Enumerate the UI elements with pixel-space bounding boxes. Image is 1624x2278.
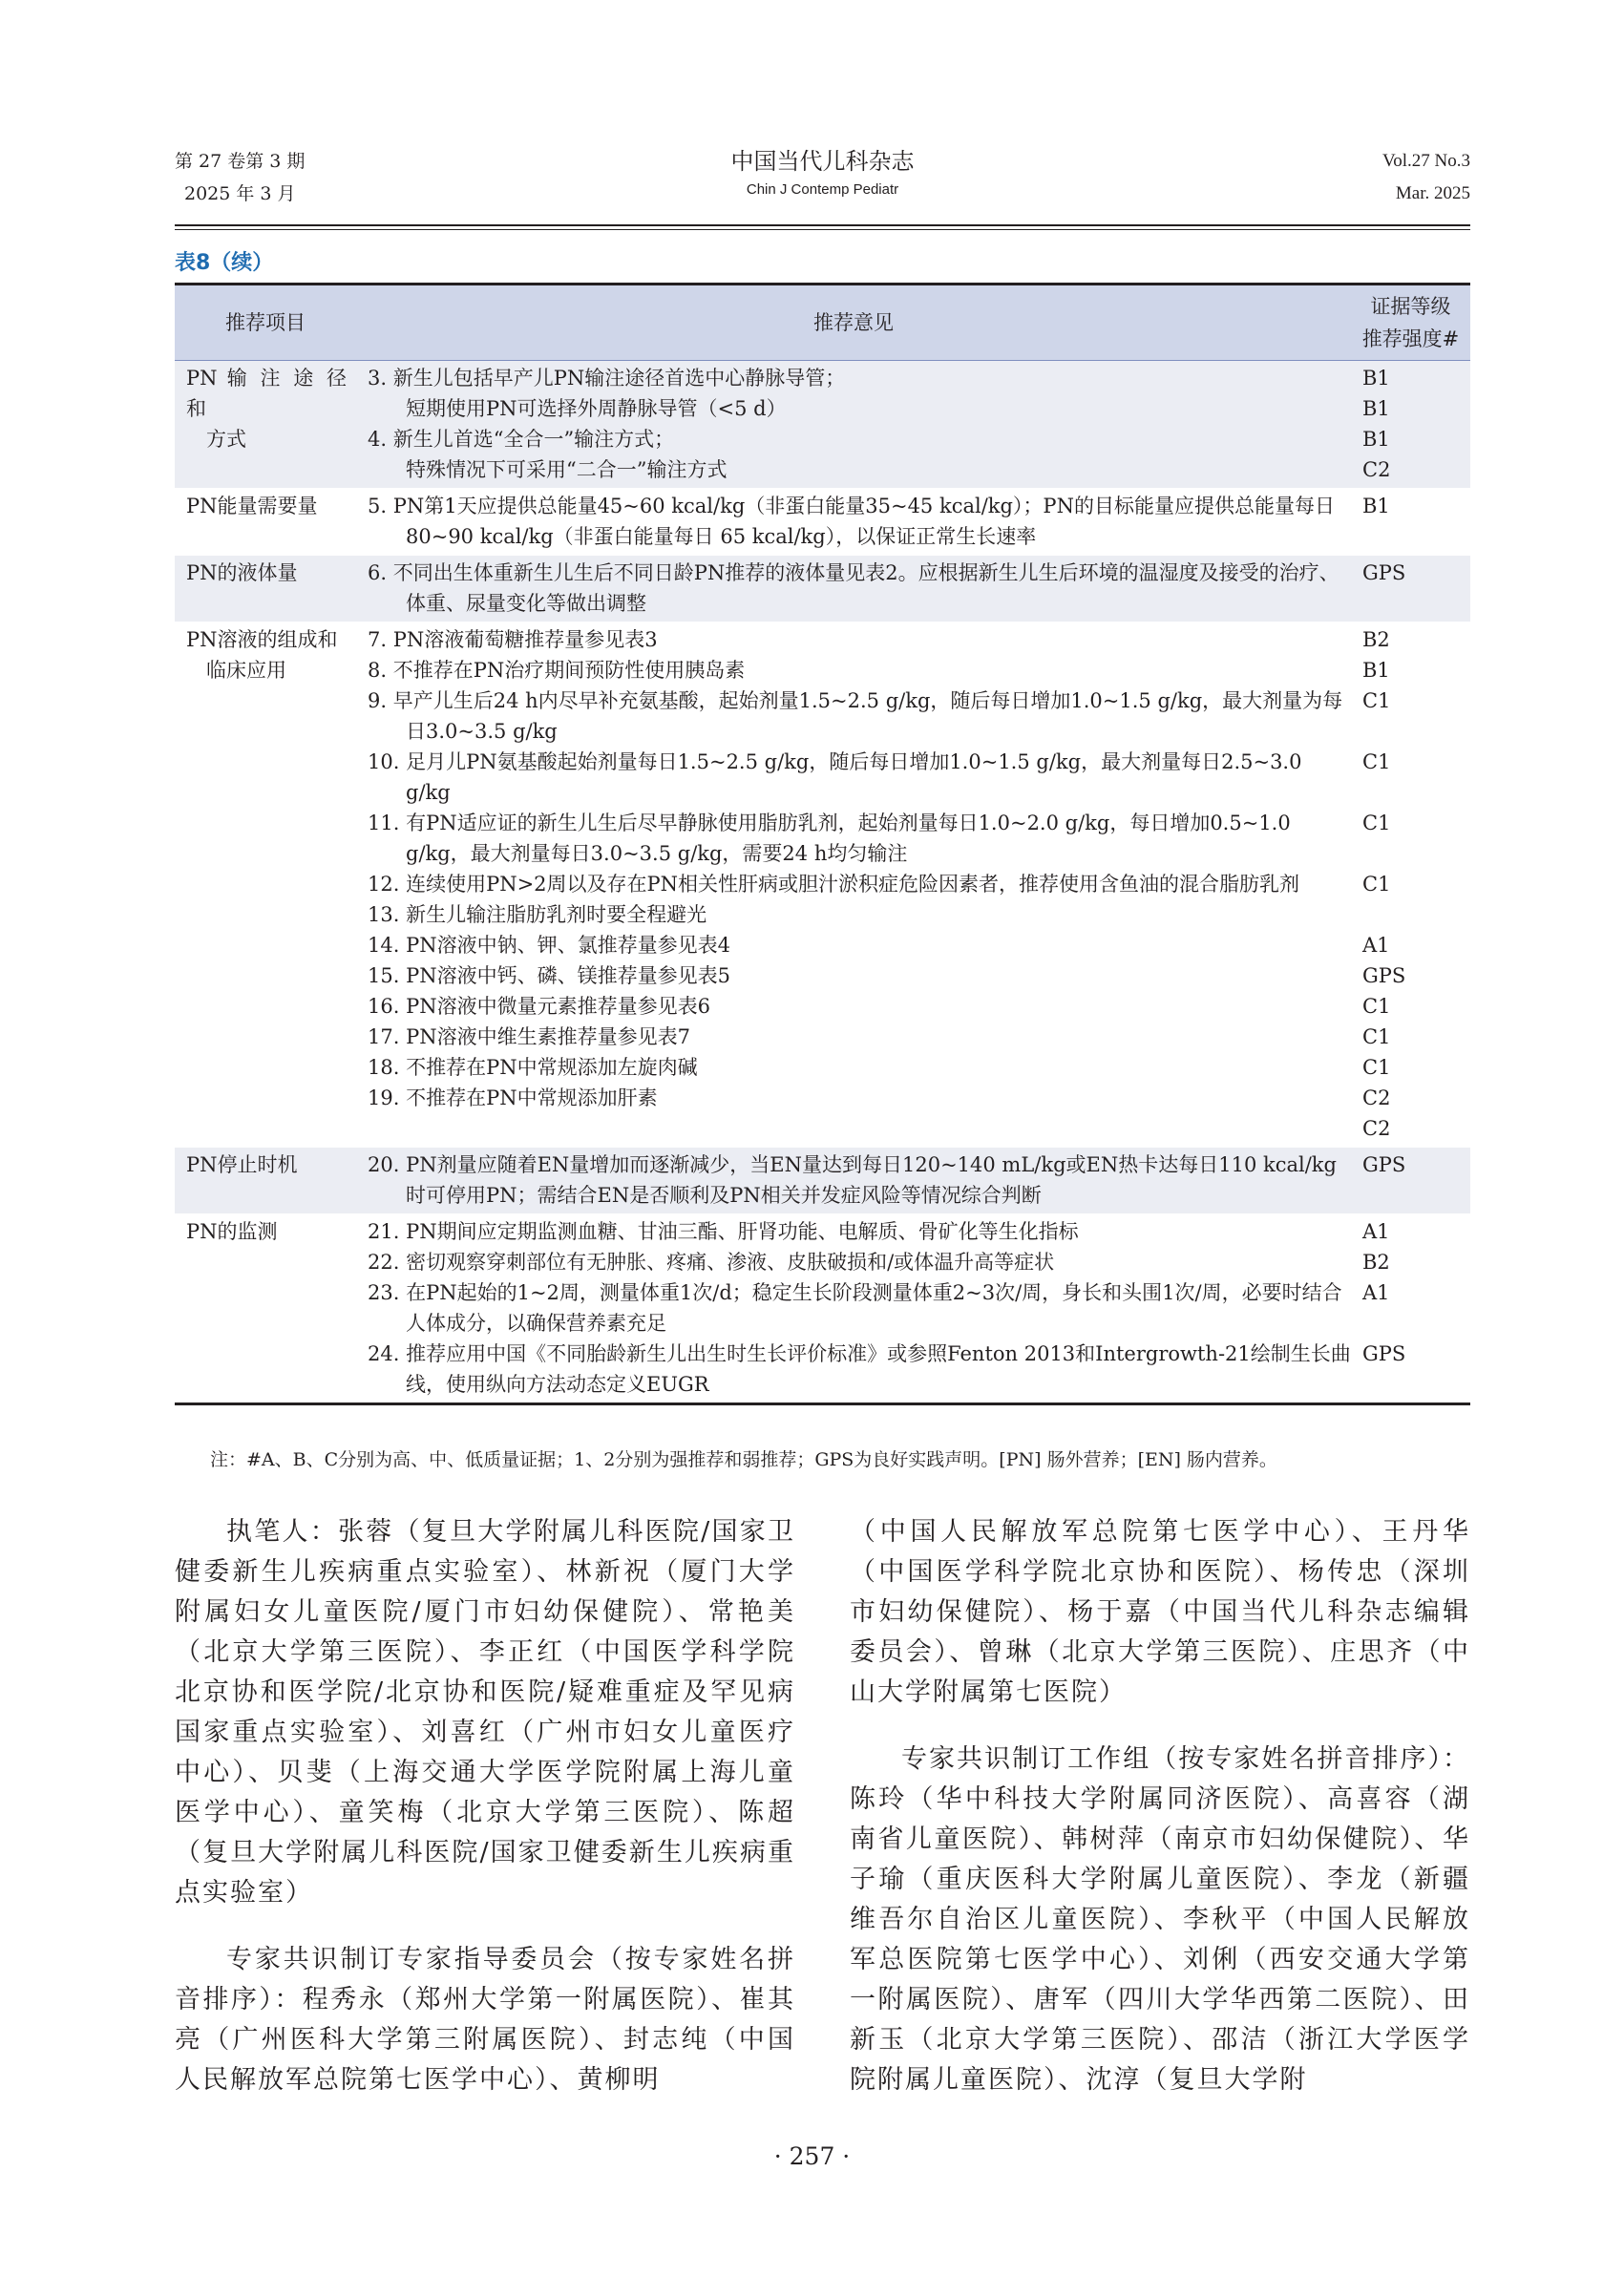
row-item-name xyxy=(175,361,356,489)
table-row xyxy=(175,1148,1470,1214)
opinion-text: 10. 足月儿PN氨基酸起始剂量每日1.5~2.5 g/kg，随后每日增加1.0~1.5 g/kg，最大剂量每日2.5~3.0 g/kg xyxy=(368,750,1302,804)
grade: A1 xyxy=(1362,934,1390,957)
grade: B1 xyxy=(1362,495,1390,517)
row-item-name xyxy=(175,1214,356,1404)
opinion-text: 6. 不同出生体重新生儿生后不同日龄PN推荐的液体量见表2。应根据新生儿生后环境的温湿度及接受的治疗、体重、尿量变化等做出调整 xyxy=(368,561,1339,615)
opinion-text: 13. 新生儿输注脂肪乳剂时要全程避光 xyxy=(368,903,707,926)
opinion-text: 5. PN第1天应提供总能量45~60 kcal/kg（非蛋白能量35~45 kcal/kg）；PN的目标能量应提供总能量每日 80~90 kcal/kg（非蛋白能量每日 65 kcal/kg），以保证正常生长速率 xyxy=(368,495,1335,548)
table-row xyxy=(175,556,1470,622)
item-name-line: PN的监测 xyxy=(186,1220,278,1243)
header-grade-line1: 证据等级 xyxy=(1370,295,1451,318)
body-column-right xyxy=(850,1512,1470,2127)
row-opinions xyxy=(356,1214,1351,1404)
table-row xyxy=(175,1214,1470,1404)
row-opinions xyxy=(356,622,1351,1148)
running-header xyxy=(175,145,1470,223)
grade: B1 xyxy=(1362,428,1390,451)
opinion-text: 16. PN溶液中微量元素推荐量参见表6 xyxy=(368,995,710,1018)
grade: C2 xyxy=(1362,458,1391,481)
row-grades xyxy=(1351,361,1470,489)
body-paragraph: 执笔人：张蓉（复旦大学附属儿科医院/国家卫健委新生儿疾病重点实验室）、林新祝（厦门大学附属妇女儿童医院/厦门市妇幼保健院）、常艳美（北京大学第三医院）、李正红（中国医学科学院北京协和医学院/北京协和医院/疑难重症及罕见病国家重点实验室）、刘喜红（广州市妇女儿童医疗中心）、贝斐（上海交通大学医学院附属上海儿童医学中心）、童笑梅（北京大学第三医院）、陈超（复旦大学附属儿科医院/国家卫健委新生儿疾病重点实验室） xyxy=(175,1517,795,1908)
item-name-line: PN溶液的组成和 xyxy=(186,628,338,651)
header-right xyxy=(1382,145,1470,210)
body-paragraph: 专家共识制订专家指导委员会（按专家姓名拼音排序）：程秀永（郑州大学第一附属医院）、崔其亮（广州医科大学第三附属医院）、封志纯（中国人民解放军总院第七医学中心）、黄柳明 xyxy=(175,1945,795,2095)
grade: B2 xyxy=(1362,1251,1390,1274)
opinion-text: 11. 有PN适应证的新生儿生后尽早静脉使用脂肪乳剂，起始剂量每日1.0~2.0 g/kg，每日增加0.5~1.0 g/kg，最大剂量每日3.0~3.5 g/kg，需要24 h均匀输注 xyxy=(368,812,1291,865)
opinion-text: 24. 推荐应用中国《不同胎龄新生儿出生时生长评价标准》或参照Fenton 2013和Intergrowth-21绘制生长曲线，使用纵向方法动态定义EUGR xyxy=(368,1342,1351,1396)
opinion-text: 4. 新生儿首选“全合一”输注方式； xyxy=(368,428,675,451)
row-grades xyxy=(1351,556,1470,622)
opinion-text: 7. PN溶液葡萄糖推荐量参见表3 xyxy=(368,628,658,651)
row-grades xyxy=(1351,622,1470,1148)
grade: C2 xyxy=(1362,1117,1391,1140)
row-grades xyxy=(1351,489,1470,556)
header-rule-thick xyxy=(175,224,1470,226)
row-opinions xyxy=(356,361,1351,489)
opinion-text: 17. PN溶液中维生素推荐量参见表7 xyxy=(368,1025,690,1048)
grade: C1 xyxy=(1362,995,1391,1018)
row-grades xyxy=(1351,1148,1470,1214)
row-item-name xyxy=(175,489,356,556)
header-item: 推荐项目 xyxy=(175,285,356,361)
row-opinions xyxy=(356,489,1351,556)
header-grade-line2: 推荐强度# xyxy=(1361,327,1460,350)
opinion-text: 特殊情况下可采用“二合一”输注方式 xyxy=(406,458,728,481)
grade: GPS xyxy=(1362,964,1406,987)
recommendation-table xyxy=(175,283,1470,1405)
body-column-left xyxy=(175,1512,795,2127)
grade: C1 xyxy=(1362,1056,1391,1079)
table-row xyxy=(175,361,1470,489)
volume-issue-en: Vol.27 No.3 xyxy=(1381,151,1470,171)
item-name-line: 方式 xyxy=(206,428,246,451)
table-header-row xyxy=(175,285,1470,361)
grade: B1 xyxy=(1362,367,1390,390)
body-paragraph: 专家共识制订工作组（按专家姓名拼音排序）：陈玲（华中科技大学附属同济医院）、高喜容（湖南省儿童医院）、韩树萍（南京市妇幼保健院）、华子瑜（重庆医科大学附属儿童医院）、李龙（新疆维吾尔自治区儿童医院）、李秋平（中国人民解放军总医院第七医学中心）、刘俐（西安交通大学第一附属医院）、唐军（四川大学华西第二医院）、田新玉（北京大学第三医院）、邵洁（浙江大学医学院附属儿童医院）、沈淳（复旦大学附 xyxy=(850,1744,1470,2095)
opinion-text: 3. 新生儿包括早产儿PN输注途径首选中心静脉导管； xyxy=(368,367,846,390)
grade: C1 xyxy=(1362,873,1391,896)
table-caption: 表8（续） xyxy=(175,251,274,275)
opinion-text: 18. 不推荐在PN中常规添加左旋肉碱 xyxy=(368,1056,698,1079)
issue-date-en: Mar. 2025 xyxy=(1395,183,1470,203)
grade: GPS xyxy=(1362,1153,1406,1176)
opinion-text: 14. PN溶液中钠、钾、氯推荐量参见表4 xyxy=(368,934,730,957)
row-item-name xyxy=(175,556,356,622)
item-name-line: PN能量需要量 xyxy=(186,495,318,517)
grade: B2 xyxy=(1362,628,1390,651)
body-paragraph: （中国人民解放军总院第七医学中心）、王丹华（中国医学科学院北京协和医院）、杨传忠（深圳市妇幼保健院）、杨于嘉（中国当代儿科杂志编辑委员会）、曾琳（北京大学第三医院）、庄思齐（中山大学附属第七医院） xyxy=(850,1517,1470,1707)
opinion-text: 21. PN期间应定期监测血糖、甘油三酯、肝肾功能、电解质、骨矿化等生化指标 xyxy=(368,1220,1079,1243)
opinion-text: 23. 在PN起始的1~2周，测量体重1次/d；稳定生长阶段测量体重2~3次/周，身长和头围1次/周，必要时结合人体成分，以确保营养素充足 xyxy=(368,1281,1342,1335)
grade: GPS xyxy=(1362,561,1406,584)
item-name-line: PN停止时机 xyxy=(186,1153,298,1176)
opinion-text: 9. 早产儿生后24 h内尽早补充氨基酸，起始剂量1.5~2.5 g/kg，随后每日增加1.0~1.5 g/kg，最大剂量为每日3.0~3.5 g/kg xyxy=(368,689,1343,743)
grade: C1 xyxy=(1362,1025,1391,1048)
grade: C1 xyxy=(1362,812,1391,834)
header-grade xyxy=(1351,285,1470,361)
row-opinions xyxy=(356,556,1351,622)
table-row xyxy=(175,489,1470,556)
opinion-text: 15. PN溶液中钙、磷、镁推荐量参见表5 xyxy=(368,964,730,987)
row-item-name xyxy=(175,1148,356,1214)
issue-date: 2025 年 3 月 xyxy=(184,183,296,204)
grade: C1 xyxy=(1362,689,1391,712)
header-rule-thin xyxy=(175,229,1470,230)
grade: GPS xyxy=(1362,1342,1406,1365)
volume-issue: 第 27 卷第 3 期 xyxy=(175,151,306,172)
journal-name-en: Chin J Contemp Pediatr xyxy=(746,181,899,198)
table-note: 注：#A、B、C分别为高、中、低质量证据；1、2分别为强推荐和弱推荐；GPS为良好实践声明。[PN] 肠外营养；[EN] 肠内营养。 xyxy=(210,1449,1277,1470)
opinion-text: 19. 不推荐在PN中常规添加肝素 xyxy=(368,1086,658,1109)
item-name-line: PN 输 注 途 径 和 xyxy=(186,367,347,420)
grade: C2 xyxy=(1362,1086,1391,1109)
row-item-name xyxy=(175,622,356,1148)
opinion-text: 8. 不推荐在PN治疗期间预防性使用胰岛素 xyxy=(368,659,746,682)
row-grades xyxy=(1351,1214,1470,1404)
opinion-text: 22. 密切观察穿刺部位有无肿胀、疼痛、渗液、皮肤破损和/或体温升高等症状 xyxy=(368,1251,1055,1274)
item-name-line: 临床应用 xyxy=(206,659,286,682)
journal-name-cn: 中国当代儿科杂志 xyxy=(730,148,915,175)
grade: A1 xyxy=(1362,1220,1390,1243)
header-opinion: 推荐意见 xyxy=(356,285,1351,361)
header-center xyxy=(175,145,1470,202)
item-name-line: PN的液体量 xyxy=(186,561,298,584)
page-number: · 257 · xyxy=(773,2142,851,2170)
grade: C1 xyxy=(1362,750,1391,773)
table-row xyxy=(175,622,1470,1148)
grade: A1 xyxy=(1362,1281,1390,1304)
opinion-text: 短期使用PN可选择外周静脉导管（<5 d） xyxy=(406,397,787,420)
opinion-text: 20. PN剂量应随着EN量增加而逐渐减少，当EN量达到每日120~140 mL/kg或EN热卡达每日110 kcal/kg时可停用PN；需结合EN是否顺利及PN相关并发症风险等情况综合判断 xyxy=(368,1153,1337,1207)
grade: B1 xyxy=(1362,397,1390,420)
grade: B1 xyxy=(1362,659,1390,682)
opinion-text: 12. 连续使用PN>2周以及存在PN相关性肝病或胆汁淤积症危险因素者，推荐使用含鱼油的混合脂肪乳剂 xyxy=(368,873,1300,896)
row-opinions xyxy=(356,1148,1351,1214)
